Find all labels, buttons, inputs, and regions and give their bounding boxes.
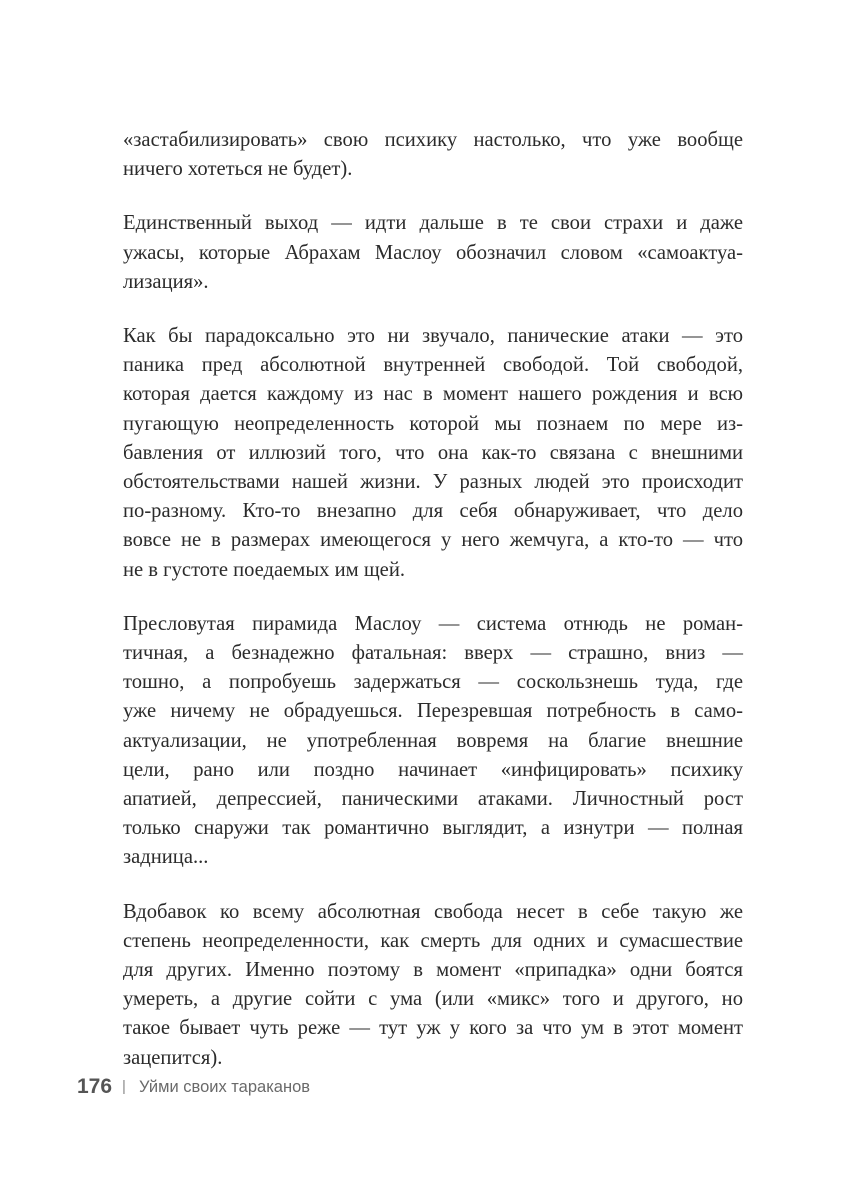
text-line: по-разному. Кто-то внезапно для себя обнаруживает, что дело	[123, 500, 743, 523]
running-title: Уйми своих тараканов	[138, 1077, 311, 1096]
text-line: задница...	[123, 846, 209, 869]
text-line: апатией, депрессией, паническими атаками. Личностный рост	[123, 788, 743, 811]
text-line: Вдобавок ко всему абсолютная свобода несет в себе такую же	[123, 900, 743, 923]
text-line: зацепится).	[123, 1046, 223, 1069]
paragraph	[123, 126, 743, 184]
text-line: пугающую неопределенность которой мы познаем по мере из-	[123, 412, 743, 435]
text-line: для других. Именно поэтому в момент «припадка» одни боятся	[123, 959, 743, 982]
text-line: цели, рано или поздно начинает «инфицировать» психику	[123, 758, 743, 781]
text-line: «застабилизировать» свою психику настолько, что уже вообще	[123, 129, 743, 151]
text-line: актуализации, не употребленная вовремя на благие внешние	[123, 729, 743, 752]
text-line: не в густоте поедаемых им щей.	[123, 558, 405, 581]
text-line: Единственный выход — идти дальше в те свои страхи и даже	[123, 212, 743, 235]
text-line: бавления от иллюзий того, что она как-то связана с внешними	[123, 441, 743, 464]
text-line: обстоятельствами нашей жизни. У разных людей это происходит	[123, 471, 743, 494]
text-line: тичная, а безнадежно фатальная: вверх — страшно, вниз —	[123, 642, 743, 665]
text-line: умереть, а другие сойти с ума (или «микс» того и другого, но	[123, 988, 743, 1011]
text-line: лизация».	[123, 270, 209, 293]
text-line: тошно, а попробуешь задержаться — соскользнешь туда, где	[123, 671, 743, 694]
text-line: вовсе не в размерах имеющегося у него жемчуга, а кто-то — что	[123, 529, 743, 552]
page-footer	[77, 1072, 310, 1102]
text-line: ужасы, которые Абрахам Маслоу обозначил словом «самоактуа-	[123, 241, 743, 264]
text-line: уже ничему не обрадуешься. Перезревшая потребность в само-	[123, 700, 743, 723]
text-line: только снаружи так романтично выглядит, а изнутри — полная	[123, 817, 743, 840]
text-line: которая дается каждому из нас в момент нашего рождения и всю	[123, 383, 743, 406]
text-line: Как бы парадоксально это ни звучало, панические атаки — это	[123, 325, 743, 348]
paragraph	[123, 209, 743, 297]
text-line: степень неопределенности, как смерть для одних и сумасшествие	[123, 929, 743, 952]
body-text	[123, 126, 743, 1098]
text-line: ничего хотеться не будет).	[123, 158, 353, 181]
paragraph	[123, 322, 743, 585]
page-number: 176	[77, 1075, 113, 1098]
paragraph	[123, 898, 743, 1073]
footer-separator: |	[122, 1077, 126, 1095]
text-line: паника пред абсолютной внутренней свободой. Той свободой,	[123, 354, 743, 377]
text-line: такое бывает чуть реже — тут уж у кого за что ум в этот момент	[123, 1017, 743, 1040]
paragraph	[123, 610, 743, 873]
text-line: Пресловутая пирамида Маслоу — система отнюдь не роман-	[123, 612, 743, 635]
